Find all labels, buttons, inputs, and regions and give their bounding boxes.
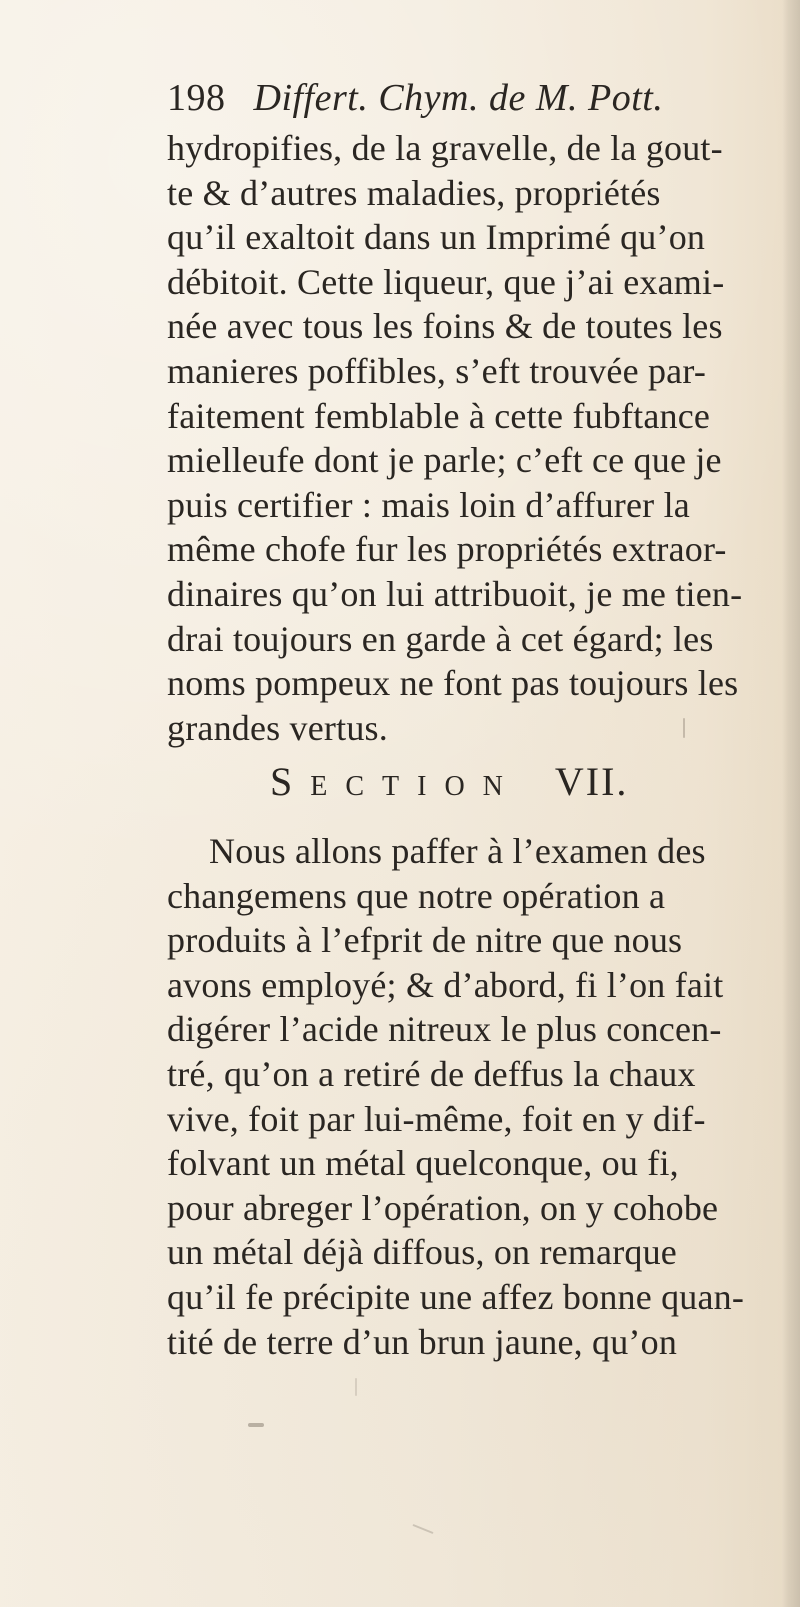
text-line: folvant un métal quelconque, ou fi, [167, 1143, 679, 1184]
text-line: vive, foit par lui-même, foit en y dif- [167, 1098, 706, 1139]
text-line: grandes vertus. [167, 707, 388, 748]
text-line: un métal déjà diffous, on remarque [167, 1232, 677, 1273]
text-line: débitoit. Cette liqueur, que j’ai exami- [167, 261, 725, 302]
text-line: te & d’autres maladies, propriétés [167, 172, 661, 213]
page-header [167, 76, 767, 120]
margin-mark [355, 1378, 357, 1396]
text-line: faitement femblable à cette fubftance [167, 395, 711, 436]
text-line: hydropifies, de la gravelle, de la gout- [167, 128, 723, 168]
paper-speck [412, 1524, 433, 1534]
text-line: noms pompeux ne font pas toujours les [167, 663, 739, 704]
margin-mark [683, 718, 685, 738]
paragraph-2 [167, 829, 767, 1364]
page-edge-shadow [782, 0, 800, 1607]
text-line: digérer l’acide nitreux le plus concen- [167, 1009, 722, 1050]
text-line: qu’il fe précipite une affez bonne quan- [167, 1276, 745, 1317]
running-title: Differt. Chym. de M. Pott. [253, 77, 664, 119]
paragraph-1 [167, 126, 767, 750]
text-line: manieres poffibles, s’eft trouvée par- [167, 350, 707, 391]
text-line: drai toujours en garde à cet égard; les [167, 618, 714, 659]
text-line: tité de terre d’un brun jaune, qu’on [167, 1321, 678, 1362]
text-line: dinaires qu’on lui attribuoit, je me tien- [167, 573, 743, 614]
text-line: avons employé; & d’abord, fi l’on fait [167, 964, 724, 1005]
text-line: tré, qu’on a retiré de deffus la chaux [167, 1053, 696, 1094]
section-heading [270, 760, 760, 804]
text-line: Nous allons paffer à l’examen des [209, 831, 706, 871]
text-line: mielleufe dont je parle; c’eft ce que je [167, 440, 722, 481]
text-line: née avec tous les foins & de toutes les [167, 306, 723, 347]
page-number: 198 [167, 77, 226, 119]
text-line: qu’il exaltoit dans un Imprimé qu’on [167, 217, 706, 258]
section-heading-numeral: VII. [554, 759, 629, 804]
paper-speck [248, 1423, 264, 1427]
text-line: produits à l’efprit de nitre que nous [167, 920, 683, 961]
text-line: changemens que notre opération a [167, 875, 666, 916]
section-heading-word: Section [270, 759, 521, 804]
text-line: puis certifier : mais loin d’affurer la [167, 484, 690, 525]
text-line: pour abreger l’opération, on y cohobe [167, 1187, 719, 1228]
text-line: même chofe fur les propriétés extraor- [167, 529, 727, 570]
